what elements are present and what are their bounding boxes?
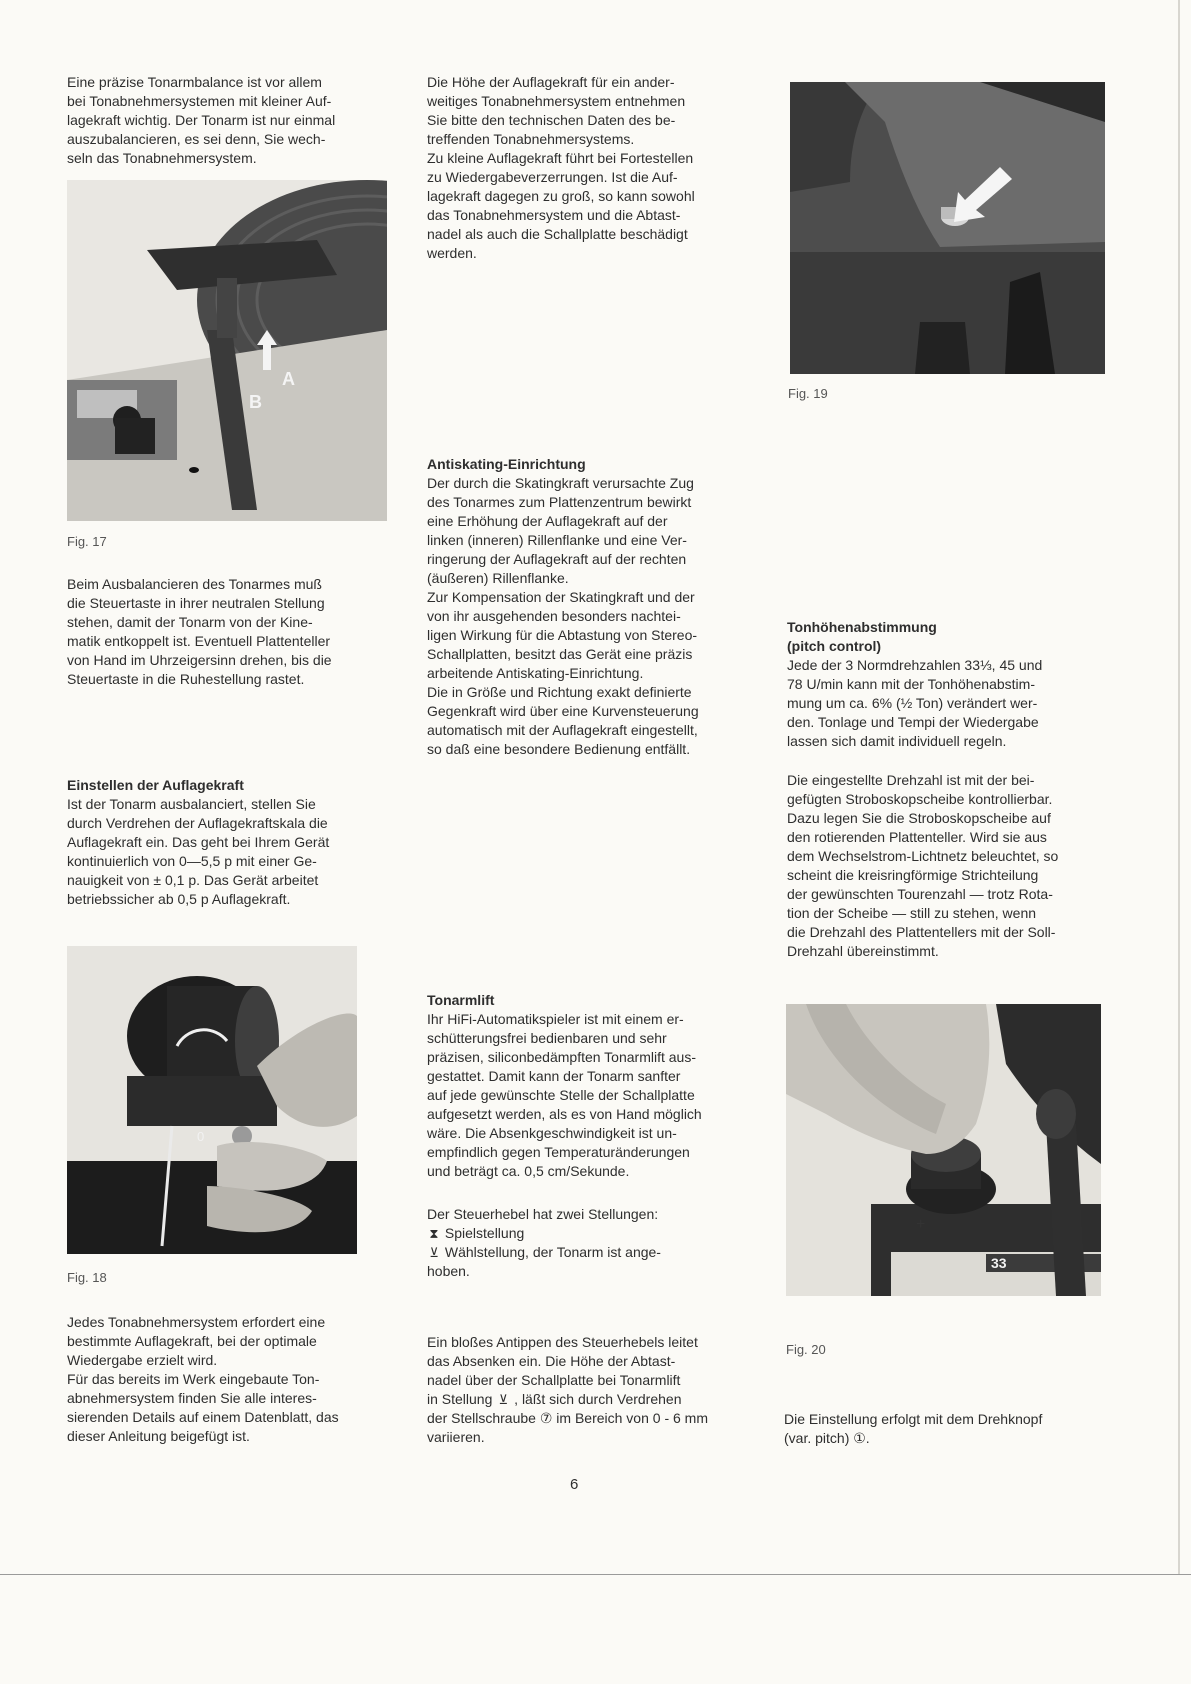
fig18-caption: Fig. 18 <box>67 1270 107 1285</box>
fig17-caption: Fig. 17 <box>67 534 107 549</box>
fig20-caption: Fig. 20 <box>786 1342 826 1357</box>
page-right-edge <box>1178 0 1180 1574</box>
pitch-paragraph: Jede der 3 Normdrehzahlen 33⅓, 45 und 78 U/min kann mit der Tonhöhenabstim- mung um ca. 6% (½ Ton) verändert wer- den. Tonlage und Tempi der Wiedergabe lassen sich damit individuell regeln. <box>787 657 1043 749</box>
col2-hoehe <box>427 73 752 263</box>
col1-balance <box>67 575 389 689</box>
col3-einstellung <box>784 1410 1106 1448</box>
auflage-paragraph: Ist der Tonarm ausbalanciert, stellen Sie durch Verdrehen der Auflagekraftskala die Auflagekraft ein. Das geht bei Ihrem Gerät kontinuierlich von 0—5,5 p mit einer Ge- nauigkeit von ± 0,1 p. Das Gerät arbeitet betriebssicher ab 0,5 p Auflagekraft. <box>67 796 330 907</box>
auflage-heading: Einstellen der Auflagekraft <box>67 777 244 793</box>
fig17-label-a: A <box>282 369 295 389</box>
antippen-line4 <box>427 1390 752 1409</box>
strobo-paragraph: Die eingestellte Drehzahl ist mit der bei- gefügten Stroboskopscheibe kontrollierbar. Dazu legen Sie die Stroboskopscheibe auf den rotierenden Plattenteller. Wird sie aus dem Wechselstrom-Lichtnetz beleuchtet, so scheint die kreisringförmige Strichteilung der gewünschten Tourenzahl — trotz Rota- tion der Scheibe — still zu stehen, wenn die Drehzahl des Plattentellers mit der Soll- Drehzahl übereinstimmt. <box>787 772 1059 959</box>
antiskating-heading: Antiskating-Einrichtung <box>427 456 586 472</box>
tonarmlift-heading: Tonarmlift <box>427 992 495 1008</box>
fig17-photo <box>67 180 387 521</box>
fig20-photo <box>786 1004 1101 1296</box>
col2-antippen <box>427 1333 752 1447</box>
fig18-label-0: 0 <box>197 1129 205 1144</box>
position-play <box>427 1224 752 1243</box>
play-position-label: Spielstellung <box>444 1225 525 1241</box>
antippen-line4-start: in Stellung <box>427 1391 493 1407</box>
col2-steuerhebel <box>427 1205 752 1281</box>
balance-paragraph: Beim Ausbalancieren des Tonarmes muß die Steuertaste in ihrer neutralen Stellung stehen, damit der Tonarm von der Kine- matik entkoppelt ist. Eventuell Plattenteller von Hand im Uhrzeigersinn drehen, bis die Steuertaste in die Ruhestellung rastet. <box>67 576 332 687</box>
fig20-illustration <box>786 1004 1101 1296</box>
pitch-heading: Tonhöhenabstimmung (pitch control) <box>787 619 937 654</box>
col2-antiskating <box>427 455 752 759</box>
col3-strobo <box>787 771 1109 961</box>
einstellung-paragraph: Die Einstellung erfolgt mit dem Drehknopf (var. pitch) ①. <box>784 1411 1043 1446</box>
page-bottom-edge <box>0 1574 1191 1575</box>
select-position-label: Wählstellung, der Tonarm ist ange- <box>444 1244 661 1260</box>
col1-auflage <box>67 776 389 909</box>
col1-system <box>67 1313 389 1446</box>
fig19-caption: Fig. 19 <box>788 386 828 401</box>
fig17-illustration <box>67 180 387 521</box>
col1-intro <box>67 73 389 168</box>
fig20-label-33: 33 <box>991 1255 1007 1271</box>
fig18-illustration <box>67 946 357 1254</box>
select-position-icon: ⊻ <box>429 1245 439 1260</box>
antippen-line4-end: , läßt sich durch Verdrehen <box>514 1391 682 1407</box>
fig19-photo <box>790 82 1105 374</box>
fig19-illustration <box>790 82 1105 374</box>
steuerhebel-intro: Der Steuerhebel hat zwei Stellungen: <box>427 1206 659 1222</box>
hoehe-paragraph: Die Höhe der Auflagekraft für ein ander- weitiges Tonabnehmersystem entnehmen Sie bitte den technischen Daten des be- treffenden Tonabnehmersystems. Zu kleine Auflagekraft führt bei Fortestellen zu Wiedergabeverzerrungen. Ist die Auf- lagekraft dagegen zu groß, so kann sowohl das Tonabnehmersystem und die Abtast- nadel als auch die Schallplatte beschädigt werden. <box>427 74 695 261</box>
page-number: 6 <box>570 1476 579 1493</box>
fig17-label-b: B <box>249 392 262 412</box>
position-select <box>427 1243 752 1262</box>
select-position-icon-inline: ⊻ <box>498 1392 509 1407</box>
col2-tonarmlift <box>427 991 752 1181</box>
fig20-label-plus: + <box>916 1216 926 1233</box>
antippen-paragraph: Ein bloßes Antippen des Steuerhebels leitet das Absenken ein. Die Höhe der Abtast- nadel über der Schallplatte bei Tonarmlift <box>427 1334 698 1388</box>
antippen-rest: der Stellschraube ⑦ im Bereich von 0 - 6 mm variieren. <box>427 1410 708 1445</box>
system-paragraph: Jedes Tonabnehmersystem erfordert eine bestimmte Auflagekraft, bei der optimale Wiedergabe erzielt wird. Für das bereits im Werk eingebaute Ton- abnehmersystem finden Sie alle interes- sierenden Details auf einem Datenblatt, das dieser Anleitung beigefügt ist. <box>67 1314 339 1444</box>
play-position-icon: ⧗ <box>429 1226 439 1241</box>
position-select-cont: hoben. <box>427 1263 470 1279</box>
fig18-photo <box>67 946 357 1254</box>
tonarmlift-paragraph: Ihr HiFi-Automatikspieler ist mit einem er- schütterungsfrei bedienbaren und sehr präzisen, siliconbedämpften Tonarmlift aus- gestattet. Damit kann der Tonarm sanfter auf jede gewünschte Stelle der Schallplatte aufgesetzt werden, als es von Hand möglich wäre. Die Absenkgeschwindigkeit ist un- empfindlich gegen Temperaturänderungen und beträgt ca. 0,5 cm/Sekunde. <box>427 1011 702 1179</box>
antiskating-paragraph: Der durch die Skatingkraft verursachte Zug des Tonarmes zum Plattenzentrum bewirkt eine Erhöhung der Auflagekraft auf der linken (inneren) Rillenflanke und eine Ver- ringerung der Auflagekraft auf der rechten (äußeren) Rillenflanke. Zur Kompensation der Skatingkraft und der von ihr ausgehenden besonders nachtei- ligen Wirkung für die Abtastung von Stereo- Schallplatten, besitzt das Gerät eine präzis arbeitende Antiskating-Einrichtung. Die in Größe und Richtung exakt definierte Gegenkraft wird über eine Kurvensteuerung automatisch mit der Auflagekraft eingestellt, so daß eine besondere Bedienung entfällt. <box>427 475 699 757</box>
intro-paragraph: Eine präzise Tonarmbalance ist vor allem bei Tonabnehmersystemen mit kleiner Auf- lagekraft wichtig. Der Tonarm ist nur einmal auszubalancieren, es sei denn, Sie wech- seln das Tonabnehmersystem. <box>67 74 336 166</box>
col3-pitch <box>787 618 1109 751</box>
